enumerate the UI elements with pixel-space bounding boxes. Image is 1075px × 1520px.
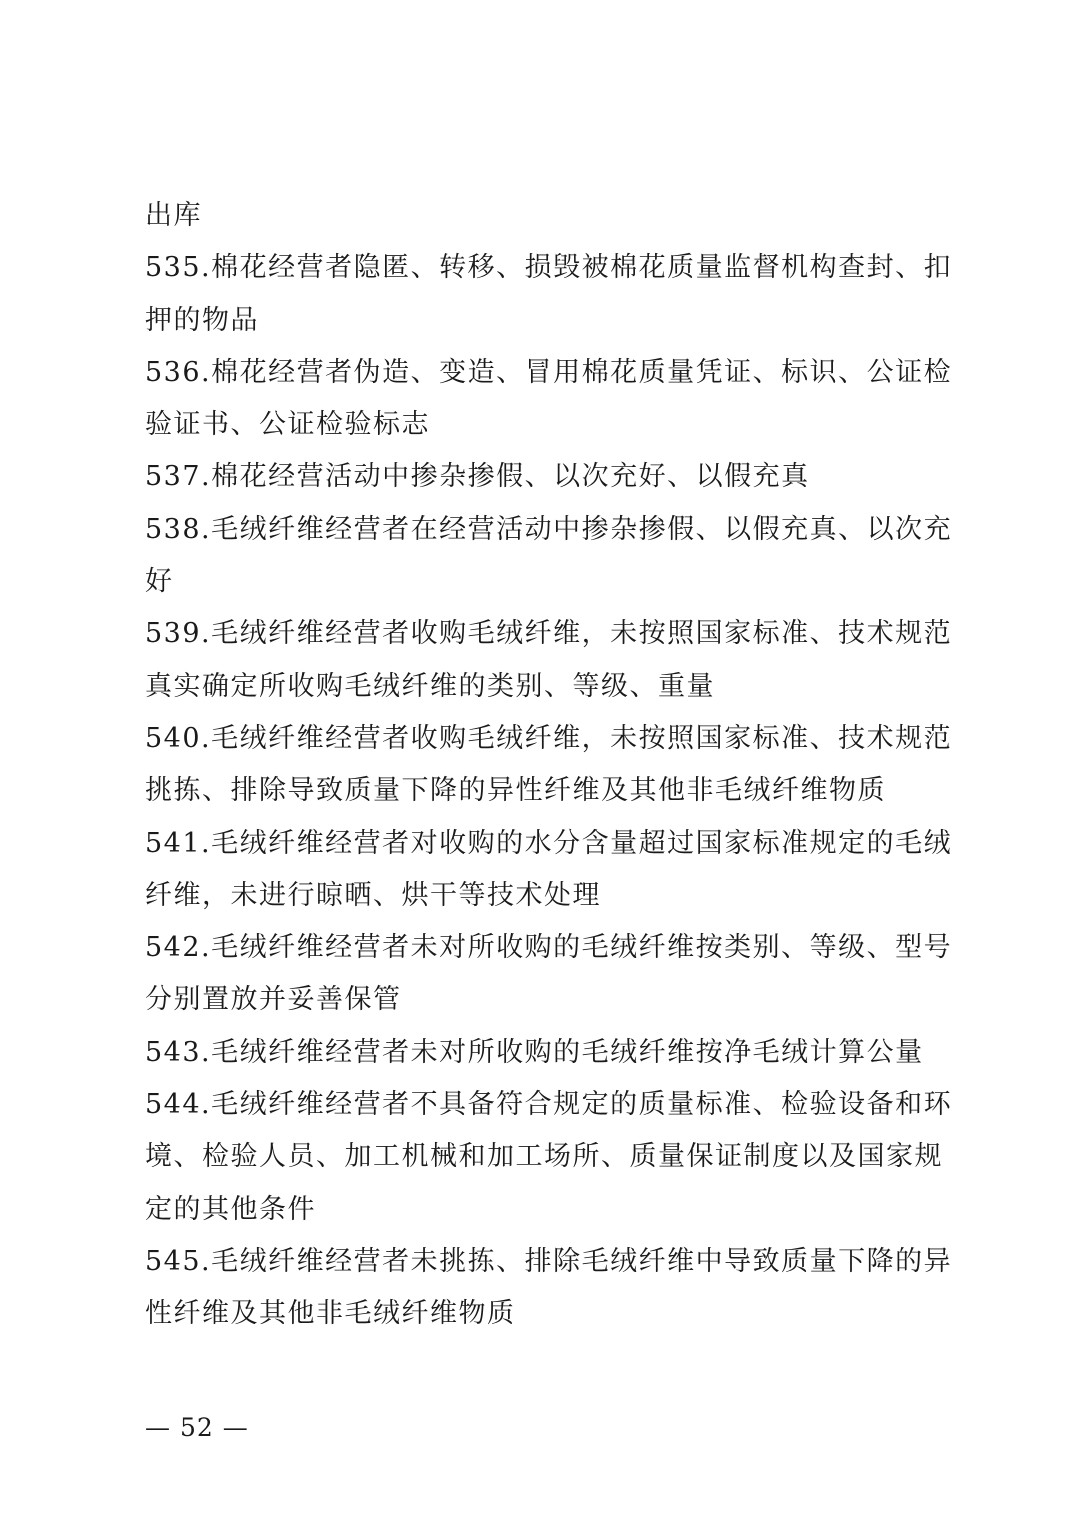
text-line: 544.毛绒纤维经营者不具备符合规定的质量标准、检验设备和环 [145,1089,953,1121]
text-line: 542.毛绒纤维经营者未对所收购的毛绒纤维按类别、等级、型号 [145,932,953,964]
text-line: 押的物品 [145,304,259,336]
text-line: 好 [145,566,174,598]
text-line: 定的其他条件 [145,1193,316,1225]
text-line: 535.棉花经营者隐匿、转移、损毁被棉花质量监督机构查封、扣 [145,252,953,284]
text-line: 539.毛绒纤维经营者收购毛绒纤维，未按照国家标准、技术规范 [145,618,953,650]
text-line: 545.毛绒纤维经营者未挑拣、排除毛绒纤维中导致质量下降的异 [145,1245,953,1277]
text-line: 出库 [145,200,202,231]
text-line: 分别置放并妥善保管 [145,984,402,1016]
document-body [145,190,953,1341]
text-line: 540.毛绒纤维经营者收购毛绒纤维，未按照国家标准、技术规范 [145,722,953,754]
text-line: 挑拣、排除导致质量下降的异性纤维及其他非毛绒纤维物质 [145,775,886,807]
text-line: 性纤维及其他非毛绒纤维物质 [145,1298,516,1330]
text-line: 验证书、公证检验标志 [145,409,430,441]
text-line: 纤维，未进行晾晒、烘干等技术处理 [145,879,601,911]
text-line: 541.毛绒纤维经营者对收购的水分含量超过国家标准规定的毛绒 [145,827,953,859]
text-line: 真实确定所收购毛绒纤维的类别、等级、重量 [145,670,715,702]
text-line: 536.棉花经营者伪造、变造、冒用棉花质量凭证、标识、公证检 [145,356,953,388]
text-line: 543.毛绒纤维经营者未对所收购的毛绒纤维按净毛绒计算公量 [145,1036,924,1068]
text-line: 境、检验人员、加工机械和加工场所、质量保证制度以及国家规 [145,1141,943,1173]
text-line: 538.毛绒纤维经营者在经营活动中掺杂掺假、以假充真、以次充 [145,513,953,545]
page-number: — 52 — [145,1413,249,1442]
text-line: 537.棉花经营活动中掺杂掺假、以次充好、以假充真 [145,461,810,493]
